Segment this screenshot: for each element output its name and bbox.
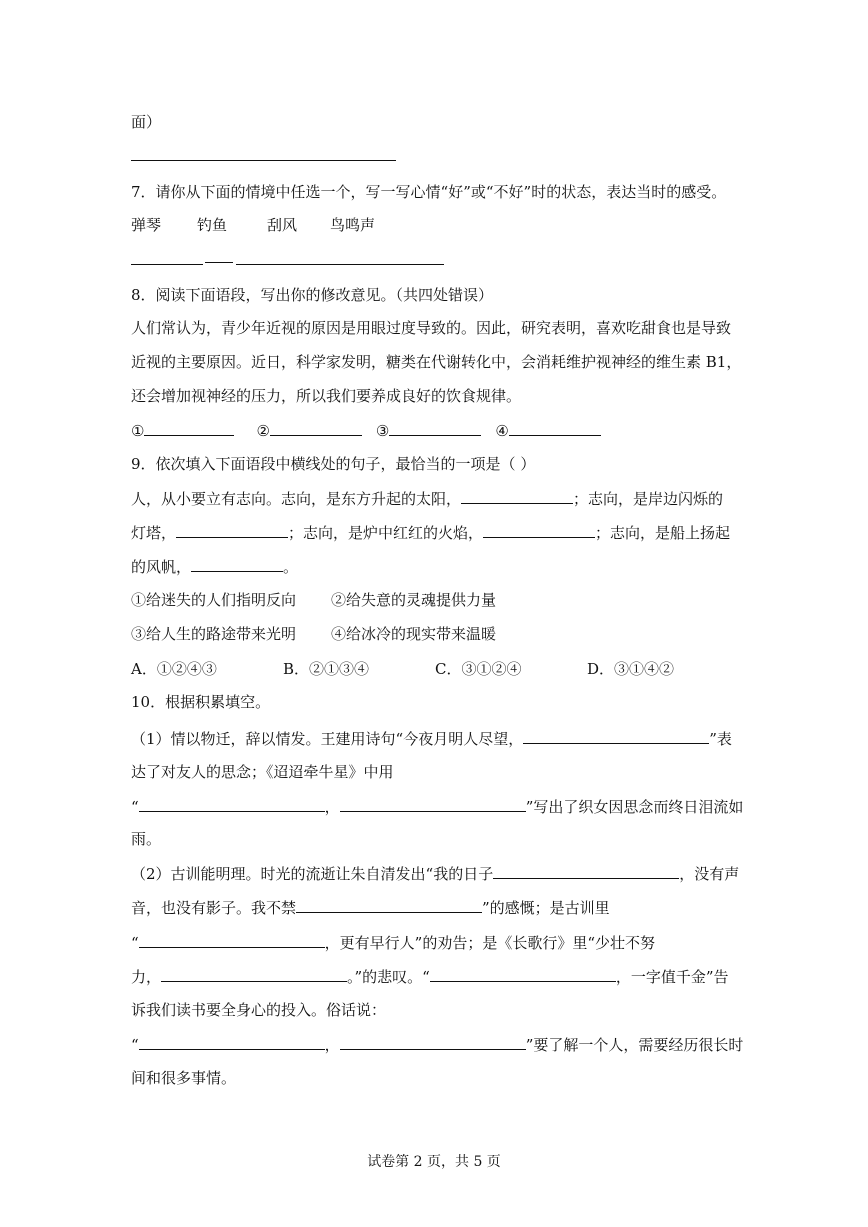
q10-blank[interactable] xyxy=(430,966,616,982)
q7-stem: 7．请你从下面的情境中任选一个，写一写心情“好”或“不好”时的状态，表达当时的感受。 xyxy=(131,183,727,201)
q9-passage-line xyxy=(131,522,730,543)
q10-text: ”的感慨；是古训里 xyxy=(482,899,610,917)
q10-text: （1）情以物迁，辞以情发。王建用诗句“今夜月明人尽望， xyxy=(131,730,524,748)
q10-part1-line xyxy=(131,796,743,817)
q10-text: “ xyxy=(131,934,139,952)
q9-text: 。 xyxy=(283,558,299,576)
q10-text: 力， xyxy=(131,968,162,986)
q10-blank[interactable] xyxy=(139,932,325,948)
q9-passage-line xyxy=(131,556,298,577)
q10-part2-line: 诉我们读书要全身心的投入。俗话说： xyxy=(131,1001,387,1019)
q7-option: 鸟鸣声 xyxy=(330,216,376,234)
q10-text: ，没有声 xyxy=(679,865,740,883)
q10-text: （2）古训能明理。时光的流逝让朱自清发出“我的日子 xyxy=(131,865,494,883)
q9-blank[interactable] xyxy=(191,556,283,572)
q10-text: ，一字值千金”告 xyxy=(615,968,729,986)
q10-text: 。”的悲叹。“ xyxy=(347,968,430,986)
q10-text: “ xyxy=(131,798,139,816)
q9-text: 的风帆， xyxy=(131,558,192,576)
q10-stem: 10．根据积累填空。 xyxy=(131,693,271,711)
q9-blank[interactable] xyxy=(176,522,288,538)
q10-part2-line: 间和很多事情。 xyxy=(131,1069,237,1087)
q8-passage-line: 人们常认为，青少年近视的原因是用眼过度导致的。因此，研究表明，喜欢吃甜食也是导致 xyxy=(131,319,732,337)
page-footer: 试卷第 2 页，共 5 页 xyxy=(367,1154,501,1170)
q10-part1-line: 达了对友人的思念；《迢迢牵牛星》中用 xyxy=(131,763,394,781)
q9-choice-d[interactable]: D．③①④② xyxy=(587,660,675,678)
q9-text: ；志向，是岸边闪烁的 xyxy=(573,490,724,508)
q8-passage-line: 近视的主要原因。近日，科学家发明，糖类在代谢转化中，会消耗维护视神经的维生素 B1， xyxy=(131,353,742,371)
q10-text: ， xyxy=(324,1036,340,1054)
answer-line[interactable] xyxy=(205,262,233,263)
q10-blank[interactable] xyxy=(523,728,709,744)
answer-line[interactable] xyxy=(236,264,444,265)
q9-text: 灯塔， xyxy=(131,524,177,542)
q9-choice-a[interactable]: A．①②④③ xyxy=(131,660,217,678)
q10-text: “ xyxy=(131,1036,139,1054)
q8-stem: 8．阅读下面语段，写出你的修改意见。（共四处错误） xyxy=(131,286,494,304)
q10-blank[interactable] xyxy=(340,796,526,812)
q10-part2-line xyxy=(131,1034,743,1055)
q8-marker: ③ xyxy=(375,422,390,440)
q9-text: 人，从小要立有志向。志向，是东方升起的太阳， xyxy=(131,490,462,508)
q10-blank[interactable] xyxy=(139,796,325,812)
q10-blank[interactable] xyxy=(139,1034,325,1050)
q9-items-row xyxy=(131,624,496,644)
q10-blank[interactable] xyxy=(161,966,347,982)
q9-choice-c[interactable]: C．③①②④ xyxy=(435,660,522,678)
q9-choice-b[interactable]: B．②①③④ xyxy=(283,660,370,678)
q10-blank[interactable] xyxy=(296,897,482,913)
q9-stem: 9．依次填入下面语段中横线处的句子，最恰当的一项是（ ） xyxy=(131,455,536,473)
q10-blank[interactable] xyxy=(493,863,679,879)
q10-part2-line xyxy=(131,863,739,884)
q7-option: 弹琴 xyxy=(131,216,162,234)
q8-marker: ④ xyxy=(495,422,509,440)
q10-text: ”写出了织女因思念而终日泪流如 xyxy=(525,798,744,816)
q8-passage-line: 还会增加视神经的压力，所以我们要养成良好的饮食规律。 xyxy=(131,387,522,405)
q9-blank[interactable] xyxy=(483,522,595,538)
q10-text: ”要了解一个人，需要经历很长时 xyxy=(525,1036,744,1054)
q9-blank[interactable] xyxy=(461,488,573,504)
q8-answer-row xyxy=(131,420,601,441)
q7-option: 刮风 xyxy=(267,216,298,234)
q10-text: ”表 xyxy=(709,730,732,748)
q8-marker: ① xyxy=(131,422,145,440)
q8-marker: ② xyxy=(256,422,270,440)
q10-blank[interactable] xyxy=(340,1034,526,1050)
q10-text: ， xyxy=(324,798,340,816)
q9-choices-row xyxy=(131,659,674,679)
q9-item: ②给失意的灵魂提供力量 xyxy=(331,591,497,609)
prev-question-tail: 面） xyxy=(131,113,162,131)
q10-part1-line xyxy=(131,728,732,749)
q10-part1-line: 雨。 xyxy=(131,830,162,848)
q8-answer-blank[interactable] xyxy=(270,420,362,436)
q10-part2-line xyxy=(131,966,729,987)
q9-passage-line xyxy=(131,488,723,509)
q7-option: 钓鱼 xyxy=(197,216,228,234)
answer-line[interactable] xyxy=(131,264,203,265)
q9-item: ①给迷失的人们指明反向 xyxy=(131,591,297,609)
q8-answer-blank[interactable] xyxy=(509,420,601,436)
q7-options xyxy=(131,215,375,235)
q9-item: ③给人生的路途带来光明 xyxy=(131,625,297,643)
answer-line[interactable] xyxy=(131,160,396,161)
q10-text: 音，也没有影子。我不禁 xyxy=(131,899,297,917)
q9-text: ；志向，是船上扬起 xyxy=(595,524,731,542)
q9-items-row xyxy=(131,590,496,610)
q10-part2-line xyxy=(131,897,610,918)
q8-answer-blank[interactable] xyxy=(144,420,234,436)
q10-part2-line xyxy=(131,932,655,953)
q8-answer-blank[interactable] xyxy=(389,420,481,436)
q10-text: ，更有早行人”的劝告；是《长歌行》里“少壮不努 xyxy=(324,934,656,952)
q9-item: ④给冰冷的现实带来温暖 xyxy=(331,625,497,643)
q9-text: ；志向，是炉中红红的火焰， xyxy=(288,524,484,542)
